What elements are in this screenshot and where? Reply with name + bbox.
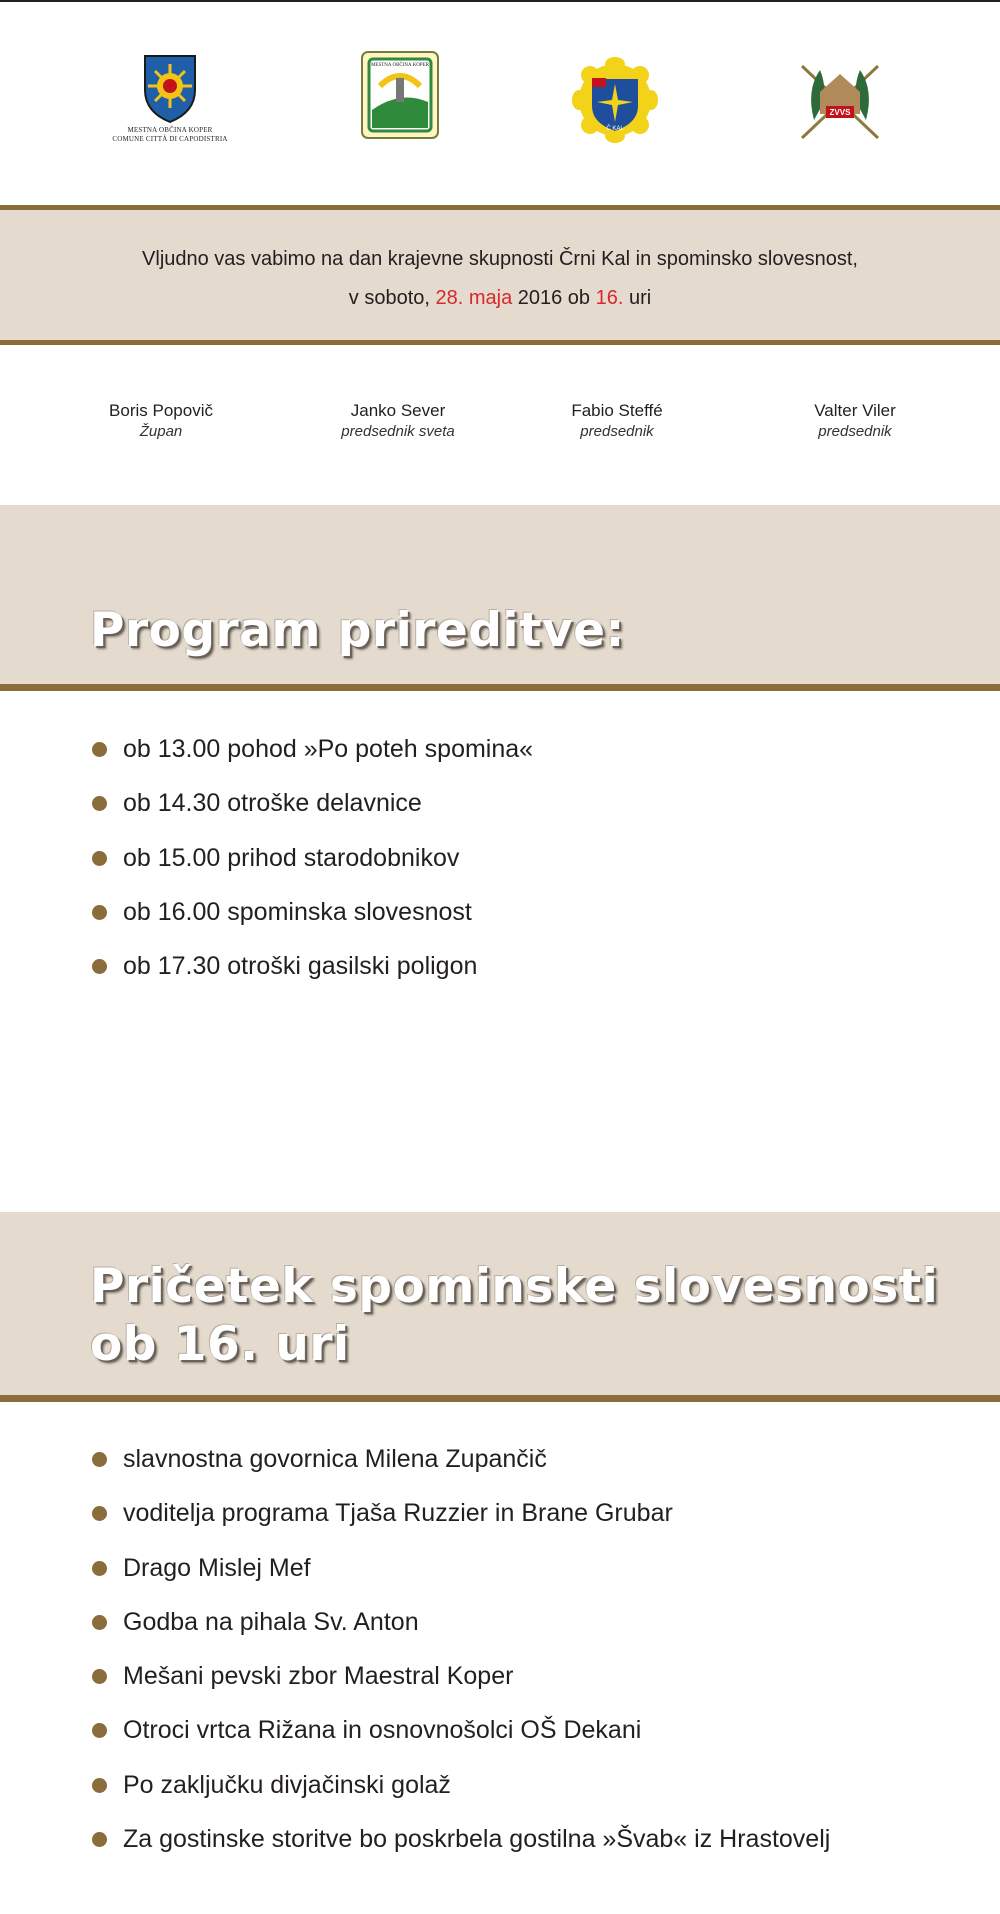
invitation-hour: 16. [595,287,624,309]
signatory [755,400,955,442]
list-item [90,843,533,897]
top-rule [0,0,1000,2]
signatory [298,400,498,442]
signatory-name: Fabio Steffé [571,401,663,420]
star-logo-text: Č KAL [606,126,624,132]
program-title: Program prireditve: [90,603,625,658]
ceremony-title-line2: ob 16. uri [90,1317,350,1372]
bullet-icon [92,905,107,920]
program-list [90,734,533,1005]
zvvs-emblem-icon [790,50,890,150]
bullet-icon [92,1723,107,1738]
bullet-icon [92,796,107,811]
list-item-text: ob 14.30 otroške delavnice [123,789,422,818]
list-item-text: Godba na pihala Sv. Anton [123,1607,419,1636]
ceremony-title [90,1258,938,1374]
list-item [90,788,533,842]
bullet-icon [92,1778,107,1793]
list-item-text: slavnostna govornica Milena Zupančič [123,1445,547,1473]
signatory [61,400,261,442]
list-item-text: voditelja programa Tjaša Ruzzier in Brane Grubar [123,1499,673,1528]
list-item-text: ob 15.00 prihod starodobnikov [123,843,460,872]
signatory-name: Boris Popovič [109,401,213,420]
invitation-date: 28. maja [435,287,513,309]
zvvs-logo [790,50,890,150]
community-logo-text: MESTNA OBČINA KOPER [370,63,430,68]
zvvs-logo-text: ZVVS [829,108,851,117]
list-item [90,897,533,951]
list-item [90,1715,830,1769]
invitation-suffix: uri [623,287,652,309]
signatory [517,400,717,442]
signatory-role: predsednik [818,423,892,440]
bullet-icon [92,1561,107,1576]
list-item [90,1607,830,1661]
invitation-prefix: v soboto, [348,287,436,309]
bullet-icon [92,1506,107,1521]
signatory-role: Župan [139,423,183,440]
list-item [90,1824,830,1878]
signatory-role: predsednik [580,423,654,440]
logos-row [0,50,1000,160]
invitation-line1: Vljudno vas vabimo na dan krajevne skupnosti Črni Kal in spominsko slovesnost, [142,248,858,270]
list-item-text: Mešani pevski zbor Maestral Koper [123,1662,514,1691]
veterans-star-logo [565,50,665,150]
bullet-icon [92,959,107,974]
signatory-name: Janko Sever [350,401,446,420]
list-item-text: Drago Mislej Mef [123,1553,311,1582]
list-item-text: ob 13.00 pohod »Po poteh spomina« [123,735,534,763]
bullet-icon [92,1669,107,1684]
koper-caption-line2: COMUNE CITTÀ DI CAPODISTRIA [112,135,228,143]
star-emblem-icon [565,50,665,150]
bullet-icon [92,1832,107,1847]
signatory-role: predsednik sveta [341,423,455,440]
koper-coat-of-arms-logo [105,50,235,150]
list-item [90,1770,830,1824]
list-item [90,734,533,788]
ceremony-title-line1: Pričetek spominske slovesnosti [90,1259,939,1314]
list-item-text: Po zaključku divjačinski golaž [123,1770,451,1799]
list-item-text: ob 17.30 otroški gasilski poligon [123,952,478,981]
signatory-name: Valter Viler [814,401,896,420]
bullet-icon [92,742,107,757]
community-shield-icon [360,50,440,140]
koper-shield-icon [105,50,235,125]
list-item [90,1553,830,1607]
invitation-band [0,205,1000,345]
invitation-mid: 2016 ob [512,287,596,309]
signatories [0,400,1000,450]
list-item [90,1661,830,1715]
list-item-text: Za gostinske storitve bo poskrbela gostilna »Švab« iz Hrastovelj [123,1825,831,1854]
bullet-icon [92,851,107,866]
list-item-text: Otroci vrtca Rižana in osnovnošolci OŠ Dekani [123,1716,642,1745]
program-header-band [0,505,1000,691]
invitation-line2 [0,287,1000,310]
ceremony-header-band [0,1212,1000,1402]
koper-caption-line1: MESTNA OBČINA KOPER [127,126,213,134]
ceremony-list [90,1444,830,1878]
list-item [90,1444,830,1498]
list-item [90,1498,830,1552]
list-item-text: ob 16.00 spominska slovesnost [123,897,472,926]
crni-kal-community-logo [360,50,440,145]
bullet-icon [92,1452,107,1467]
bullet-icon [92,1615,107,1630]
list-item [90,951,533,1005]
